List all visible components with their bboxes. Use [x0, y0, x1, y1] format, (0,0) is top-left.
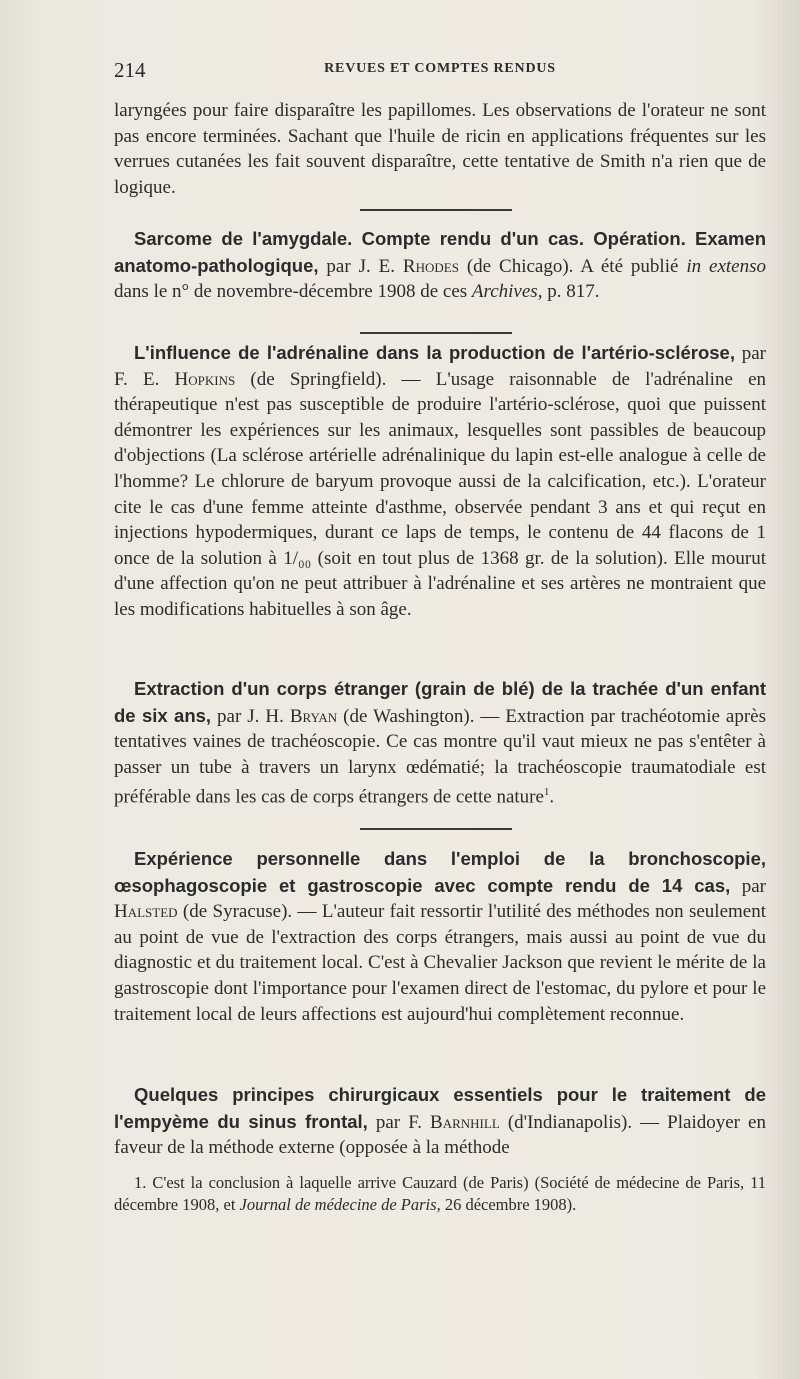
- running-title: REVUES ET COMPTES RENDUS: [324, 61, 556, 76]
- section-body: (d'Indianapolis). — Plaidoyer en faveur de la méthode externe (opposée à la méthode: [114, 1111, 766, 1159]
- section-body: (de Chicago). A été publié: [458, 255, 687, 277]
- section-adrenaline: [114, 340, 766, 623]
- section-title: Extraction d'un corps étranger (grain de blé) de la trachée d'un enfant de six ans,: [114, 678, 766, 726]
- page-number: 214: [114, 58, 146, 82]
- section-author: Rhodes: [402, 255, 459, 277]
- section-by: par J. H.: [211, 705, 290, 727]
- intro-paragraph: [114, 98, 766, 200]
- intro-text: laryngées pour faire disparaître les papillomes. Les observations de l'orateur ne sont pas encore terminées. Sachant que l'huile de ricin en applications fréquentes sur les verrues cutanées les fait souvent disparaître, cette tentative de Smith n'a rien que de logique.: [114, 100, 766, 198]
- section-author: Barnhill: [430, 1111, 500, 1133]
- section-title: Quelques principes chirurgicaux essentiels pour le traitement de l'empyème du sinus frontal,: [114, 1084, 766, 1132]
- section-bronchoscopie: [114, 846, 766, 1027]
- section-sarcome: [114, 226, 766, 305]
- section-body-italic: in extenso: [686, 255, 766, 277]
- section-body: , p. 817.: [537, 281, 600, 303]
- section-title: Sarcome de l'amygdale. Compte rendu d'un cas. Opération. Examen anatomo-pathologique,: [114, 228, 766, 276]
- section-body: (de Springfield). — L'usage raisonnable de l'adrénaline en thérapeutique n'est pas susceptible de produire l'artério-sclérose, quoi que puissent démontrer les expériences sur les animaux, lesquelles sont passibles de beaucoup d'objections (La sclérose artérielle adrénalinique du lapin est-elle analogue à celle de l'homme? Le chlorure de baryum provoque aussi de la calcification, etc.). L'orateur cite le cas d'une femme atteinte d'asthme, observée pendant 3 ans et qui reçut en injections hypodermiques, durant ce laps de temps, le contenu de 44 flacons de 1 once de la solution à 1/₀₀ (soit en tout plus de 1368 gr. de la solution). Elle mourut d'une affection qu'on ne peut attribuer à l'adrénaline et ses artères ne montraient que les modifications habituelles à son âge.: [114, 368, 766, 620]
- section-body: dans le n° de novembre-décembre 1908 de ces: [114, 281, 472, 303]
- section-body: .: [549, 786, 555, 808]
- section-author: Bryan: [289, 705, 338, 727]
- section-empyeme: [114, 1082, 766, 1161]
- section-title: Expérience personnelle dans l'emploi de la bronchoscopie, œsophagoscopie et gastroscopie avec compte rendu de 14 cas,: [114, 848, 766, 896]
- running-head: [114, 58, 766, 86]
- section-author: Halsted: [114, 901, 178, 923]
- section-author: Hopkins: [174, 368, 236, 390]
- footnote-italic: Journal de médecine de Paris: [239, 1194, 437, 1214]
- section-body: (de Syracuse). — L'auteur fait ressortir l'utilité des méthodes non seulement au point de vue de l'extraction des corps étrangers, mais aussi au point de vue du diagnostic et du traitement local. C'est à Chevalier Jackson que revient le mérite de la gastroscopie dont l'importance pour l'examen direct de l'estomac, du pylore et pour le traitement local de leurs affections est aujourd'hui complètement reconnue.: [114, 901, 766, 1025]
- section-divider: [360, 332, 512, 334]
- section-extraction: [114, 676, 766, 810]
- footnote-text: 1. C'est la conclusion à laquelle arrive Cauzard (de Paris) (Société de médecine de Paris, 11 décembre 1908, et: [114, 1173, 766, 1214]
- footnote: [114, 1172, 766, 1215]
- section-body-italic: Archives: [471, 281, 538, 303]
- section-by: par F.: [367, 1111, 431, 1133]
- section-by: par: [730, 875, 766, 897]
- section-body: (de Washington). — Extraction par trachéotomie après tentatives vaines de trachéoscopie. Ce cas montre qu'il vaut mieux ne pas s'entêter à passer un tube à travers un larynx œdématié; la trachéoscopie traumatodiale est préférable dans les cas de corps étrangers de cette nature: [114, 705, 766, 808]
- section-by: par F. E.: [114, 343, 766, 390]
- footnote-marker: 1: [543, 786, 550, 799]
- section-divider: [360, 209, 512, 211]
- footnote-text: , 26 décembre 1908).: [436, 1194, 577, 1214]
- section-title: L'influence de l'adrénaline dans la production de l'artério-sclérose,: [134, 342, 735, 363]
- section-divider: [360, 828, 512, 830]
- section-by: par J. E.: [318, 255, 403, 277]
